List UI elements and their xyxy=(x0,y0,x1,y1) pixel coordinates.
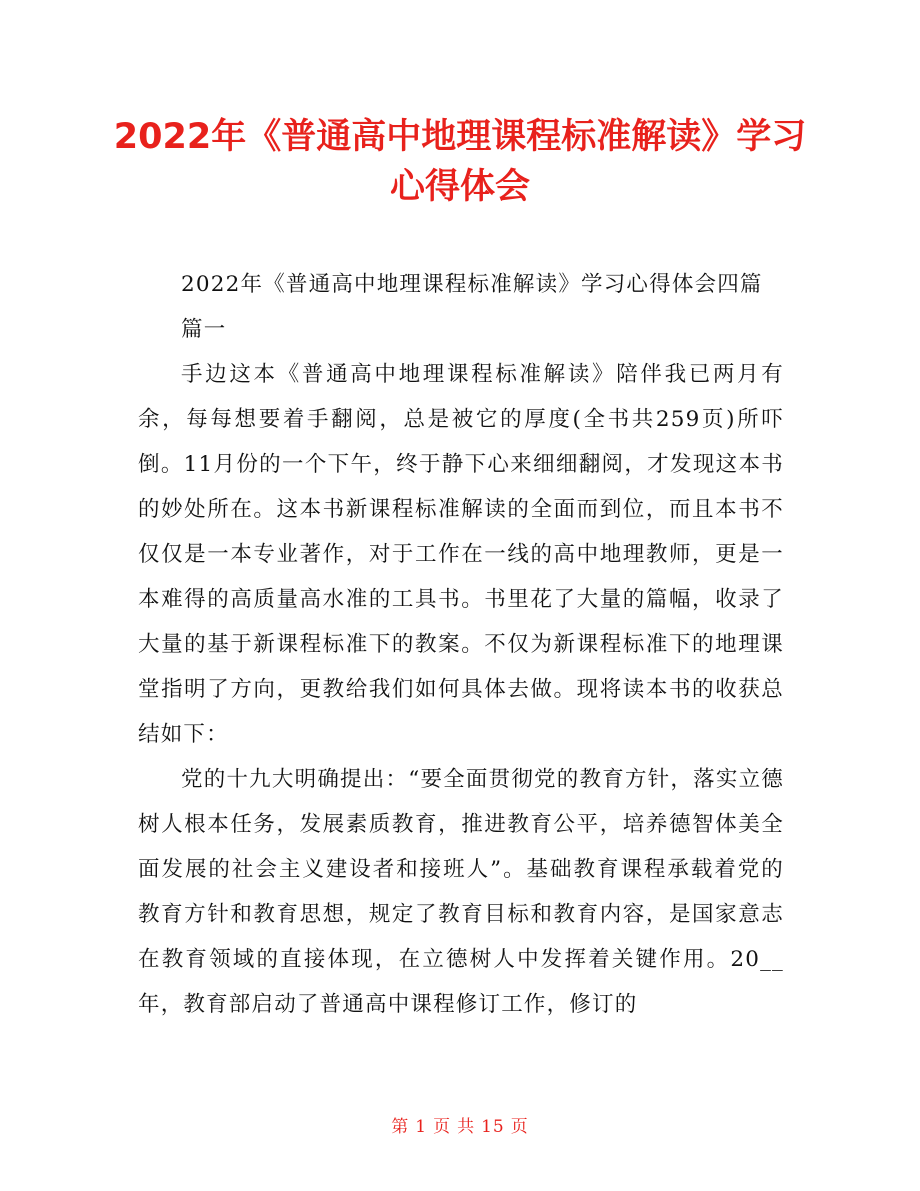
footer-page-label: 第 xyxy=(391,1117,410,1137)
document-title: 2022年《普通高中地理课程标准解读》学习心得体会 xyxy=(113,117,807,207)
subtitle-paragraph: 2022年《普通高中地理课程标准解读》学习心得体会四篇 xyxy=(181,272,763,297)
body-paragraph: 党的十九大明确提出：“要全面贯彻党的教育方针，落实立德树人根本任务，发展素质教育，推进教育公平，培养德智体美全面发展的社会主义建设者和接班人”。基础教育课程承载着党的教育方针和教育思想，规定了教育目标和教育内容，是国家意志在教育领域的直接体现，在立德树人中发挥着关键作用。20__年，教育部启动了普通高中课程修订工作，修订的 xyxy=(138,767,784,1017)
footer-total-unit: 页 xyxy=(510,1117,529,1137)
footer-page-unit: 页 xyxy=(433,1117,452,1137)
footer-page-total: 15 xyxy=(481,1117,505,1137)
footer-page-current: 1 xyxy=(415,1117,428,1137)
section-heading: 篇一 xyxy=(181,317,227,342)
body-paragraph: 手边这本《普通高中地理课程标准解读》陪伴我已两月有余，每每想要着手翻阅，总是被它的厚度(全书共259页)所吓倒。11月份的一个下午，终于静下心来细细翻阅，才发现这本书的妙处所在。这本书新课程标准解读的全面而到位，而且本书不仅仅是一本专业著作，对于工作在一线的高中地理教师，更是一本难得的高质量高水准的工具书。书里花了大量的篇幅，收录了大量的基于新课程标准下的教案。不仅为新课程标准下的地理课堂指明了方向，更教给我们如何具体去做。现将读本书的收获总结如下： xyxy=(138,362,784,747)
page-footer xyxy=(0,1112,920,1137)
document-body xyxy=(138,262,784,1027)
footer-total-label: 共 xyxy=(457,1117,476,1137)
